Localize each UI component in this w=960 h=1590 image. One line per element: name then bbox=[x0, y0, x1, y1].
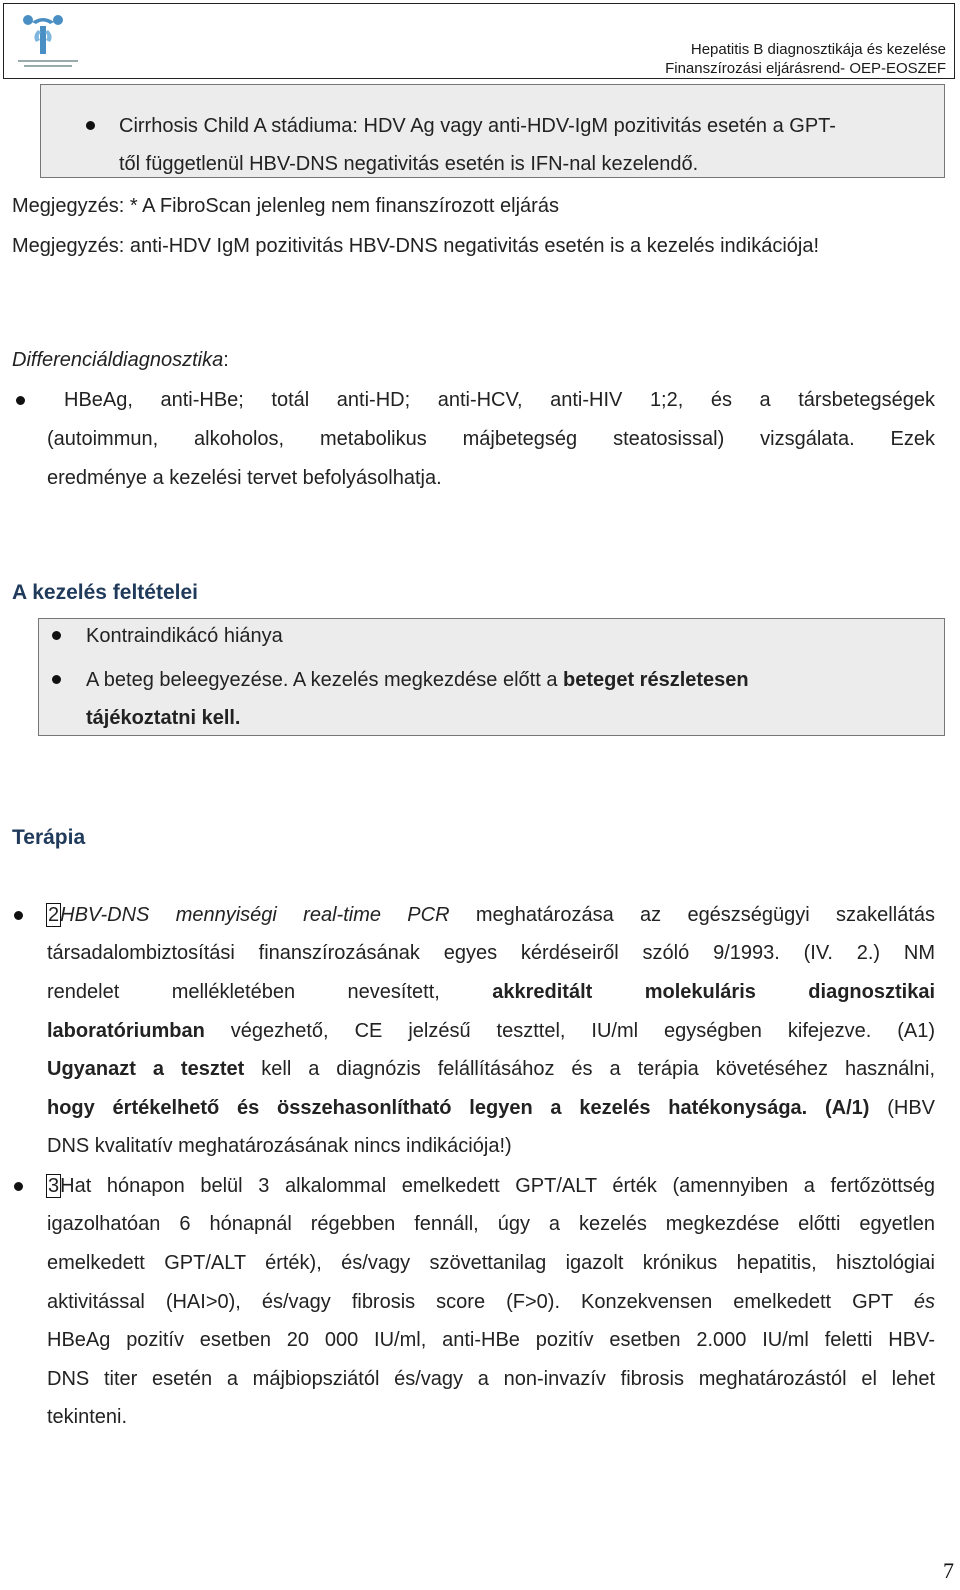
therapy-heading: Terápia bbox=[12, 826, 86, 849]
header-title bbox=[665, 40, 946, 78]
differential-line3: eredménye a kezelési tervet befolyásolhatja. bbox=[47, 467, 442, 489]
cirrhosis-line2: től függetlenül HBV-DNS negativitás esetén is IFN-nal kezelendő. bbox=[119, 153, 699, 175]
institution-logo bbox=[10, 10, 90, 74]
differential-line2: (autoimmun, alkoholos, metabolikus májbetegség steatosissal) vizsgálata. Ezek bbox=[47, 428, 935, 450]
therapy-p2-line2 bbox=[47, 1212, 935, 1236]
pcr-term: HBV-DNS mennyiségi real-time PCR bbox=[60, 904, 450, 926]
bullet-icon bbox=[52, 675, 61, 684]
condition-consent-bold2: tájékoztatni kell. bbox=[86, 707, 241, 729]
therapy-p1-line2-text: társadalombiztosítási finanszírozásának egyes kérdéseiről szóló 9/1993. (IV. 2.) NM bbox=[47, 942, 935, 964]
therapy-p2-line5 bbox=[47, 1328, 935, 1352]
differential-colon: : bbox=[223, 349, 229, 371]
footnote-marker-3: 3 bbox=[48, 1175, 60, 1197]
therapy-p1-line6-row bbox=[47, 1096, 935, 1120]
therapy-p2-line4-italic: és bbox=[913, 1291, 935, 1313]
therapy-p1-line6 bbox=[47, 1096, 935, 1120]
therapy-p2-line3-text: emelkedett GPT/ALT érték), és/vagy szövettanilag igazolt krónikus hepatitis, hisztológiai bbox=[47, 1252, 935, 1274]
differential-heading-text: Differenciáldiagnosztika bbox=[12, 349, 224, 371]
therapy-p1-line1-rest: meghatározása az egészségügyi szakellátás bbox=[449, 904, 935, 926]
therapy-p1-line2 bbox=[47, 941, 935, 965]
therapy-p1-line6-b: (HBV bbox=[869, 1097, 935, 1119]
differential-heading bbox=[12, 348, 229, 372]
therapy-p2-line5-text: HBeAg pozitív esetben 20 000 IU/ml, anti-HBe pozitív esetben 2.000 IU/ml feletti HBV- bbox=[47, 1329, 935, 1351]
note-fibroscan: Megjegyzés: * A FibroScan jelenleg nem finanszírozott eljárás bbox=[12, 195, 559, 217]
therapy-p1-line4-b: végezhető, CE jelzésű teszttel, IU/ml egységben kifejezve. (A1) bbox=[204, 1020, 935, 1042]
header-title-line2: Finanszírozási eljárásrend- OEP-EOSZEF bbox=[665, 60, 946, 77]
therapy-p1-line4 bbox=[47, 1019, 935, 1043]
condition-contraindication: Kontraindikácó hiánya bbox=[86, 625, 283, 647]
differential-paragraph bbox=[47, 388, 935, 412]
therapy-p1-line6-bold: hogy értékelhető és összehasonlítható legyen a kezelés hatékonysága. (A/1) bbox=[47, 1097, 870, 1119]
therapy-p2-line6 bbox=[47, 1367, 935, 1391]
therapy-p2-line1 bbox=[47, 1174, 935, 1198]
therapy-p1-line3 bbox=[47, 980, 935, 1004]
therapy-p2-line4-row bbox=[47, 1290, 935, 1314]
condition-consent bbox=[86, 668, 749, 692]
bullet-icon bbox=[86, 121, 95, 130]
page-number: 7 bbox=[943, 1558, 954, 1583]
therapy-p1-line1-row bbox=[47, 903, 935, 927]
therapy-p1-line5 bbox=[47, 1057, 935, 1081]
therapy-p2-line7: tekinteni. bbox=[47, 1406, 128, 1428]
therapy-p1-line3-row bbox=[47, 980, 935, 1004]
therapy-p1-line5-bold: Ugyanazt a tesztet bbox=[47, 1058, 245, 1080]
header-title-line1: Hepatitis B diagnosztikája és kezelése bbox=[690, 41, 946, 58]
therapy-p2-line1-text: Hat hónapon belül 3 alkalommal emelkedett GPT/ALT érték (amennyiben a fertőzöttség bbox=[60, 1175, 935, 1197]
bullet-icon bbox=[52, 631, 61, 640]
therapy-p1-line5-row bbox=[47, 1057, 935, 1081]
therapy-p1-line4-bold: laboratóriumban bbox=[47, 1020, 205, 1042]
bullet-icon bbox=[14, 911, 23, 920]
condition-consent-text: A beteg beleegyezése. A kezelés megkezdése előtt a bbox=[86, 669, 563, 691]
page-header bbox=[3, 3, 955, 79]
condition-consent-bold: beteget részletesen bbox=[563, 669, 749, 691]
condition-consent-cont bbox=[86, 706, 241, 730]
cirrhosis-line1: Cirrhosis Child A stádiuma: HDV Ag vagy anti-HDV-IgM pozitivitás esetén a GPT- bbox=[119, 115, 836, 137]
note-anti-hdv: Megjegyzés: anti-HDV IgM pozitivitás HBV-DNS negativitás esetén is a kezelés indikációja! bbox=[12, 235, 820, 257]
therapy-p1-line3-bold: akkreditált molekuláris diagnosztikai bbox=[492, 981, 936, 1003]
differential-paragraph-line2 bbox=[47, 427, 935, 451]
therapy-p1-line1 bbox=[47, 903, 935, 927]
therapy-p1-line5-b: kell a diagnózis felállításához és a terápia követéséhez használni, bbox=[244, 1058, 935, 1080]
bullet-icon bbox=[14, 1182, 23, 1191]
therapy-p2-line4-text: aktivitással (HAI>0), és/vagy fibrosis score (F>0). Konzekvensen emelkedett GPT bbox=[47, 1291, 914, 1313]
therapy-p2-line2-text: igazolhatóan 6 hónapnál régebben fennáll, úgy a kezelés megkezdése előtti egyetlen bbox=[47, 1213, 935, 1235]
therapy-p2-line4 bbox=[47, 1290, 935, 1314]
footnote-marker-2: 2 bbox=[48, 904, 60, 926]
bullet-icon bbox=[16, 396, 25, 405]
therapy-p1-line7: DNS kvalitatív meghatározásának nincs indikációja!) bbox=[47, 1135, 512, 1157]
therapy-p2-line3 bbox=[47, 1251, 935, 1275]
therapy-p2-line1-row bbox=[47, 1174, 935, 1198]
therapy-p1-line4-row bbox=[47, 1019, 935, 1043]
therapy-p2-line6-text: DNS titer esetén a májbiopsziától és/vagy a non-invazív fibrosis meghatározástól el lehet bbox=[47, 1368, 935, 1390]
therapy-p1-line3-a: rendelet mellékletében nevesített, bbox=[47, 981, 493, 1003]
conditions-heading: A kezelés feltételei bbox=[12, 581, 198, 604]
differential-line1: HBeAg, anti-HBe; totál anti-HD; anti-HCV, anti-HIV 1;2, és a társbetegségek bbox=[64, 389, 935, 411]
